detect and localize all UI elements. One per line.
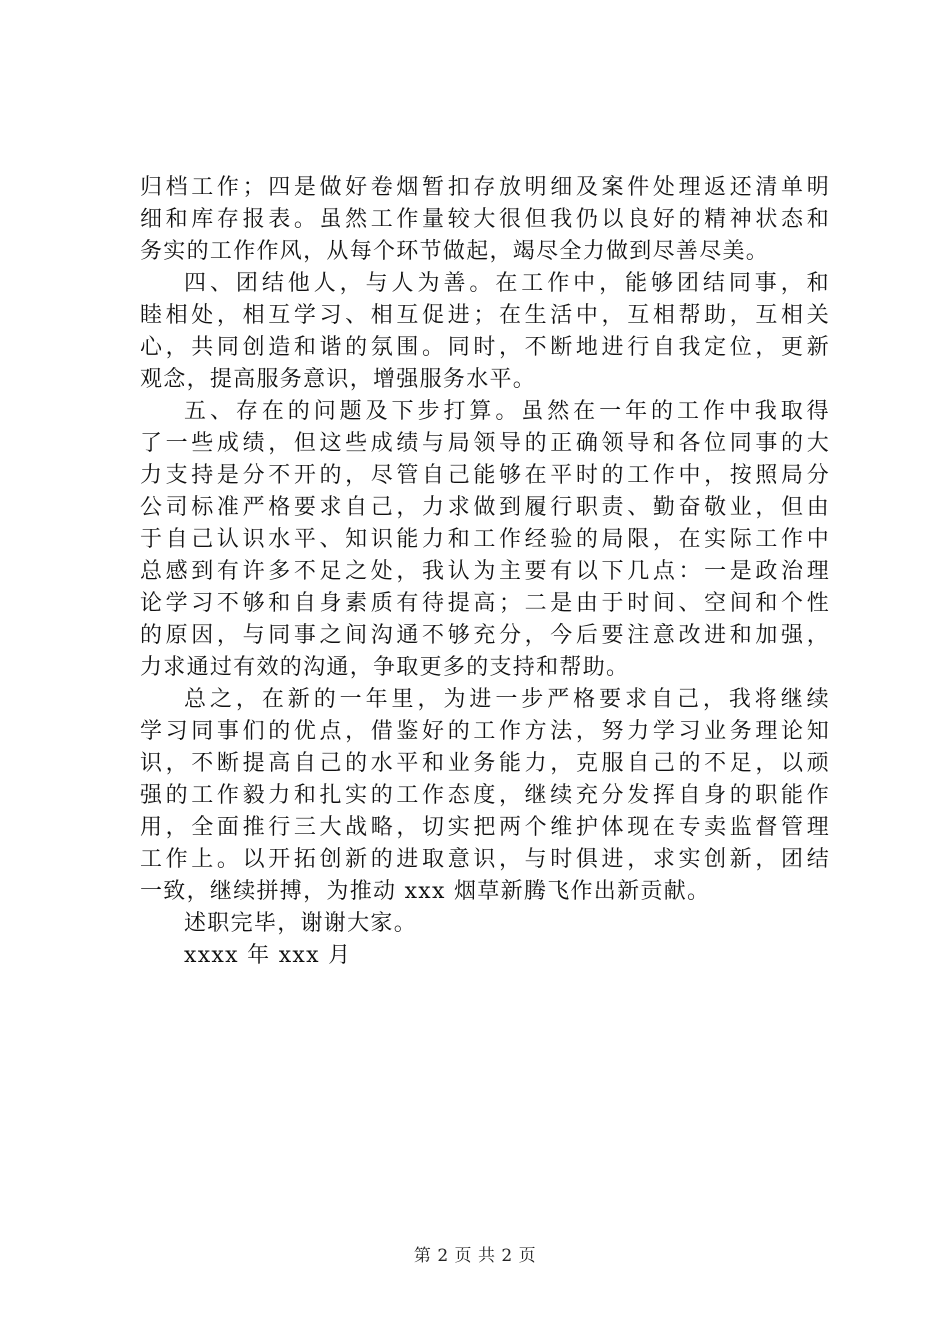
paragraph-line: 工作上。以开拓创新的进取意识，与时俱进，求实创新，团结	[140, 847, 830, 872]
paragraph-line: 心，共同创造和谐的氛围。同时，不断地进行自我定位，更新	[140, 335, 830, 360]
paragraph-line: 细和库存报表。虽然工作量较大很但我仍以良好的精神状态和	[140, 207, 830, 232]
paragraph-line: 睦相处，相互学习、相互促进；在生活中，互相帮助，互相关	[140, 303, 830, 328]
paragraph-line: 观念，提高服务意识，增强服务水平。	[140, 367, 537, 392]
paragraph-line: 力求通过有效的沟通，争取更多的支持和帮助。	[140, 655, 630, 680]
closing-remark: 述职完毕，谢谢大家。	[184, 911, 418, 936]
paragraph-line: 论学习不够和自身素质有待提高；二是由于时间、空间和个性	[140, 591, 830, 616]
paragraph-line: 用，全面推行三大战略，切实把两个维护体现在专卖监督管理	[140, 815, 830, 840]
paragraph-line: 五、存在的问题及下步打算。虽然在一年的工作中我取得	[184, 399, 830, 424]
paragraph-line: 公司标准严格要求自己，力求做到履行职责、勤奋敬业，但由	[140, 495, 830, 520]
document-body	[140, 172, 830, 972]
paragraph-line: 于自己认识水平、知识能力和工作经验的局限，在实际工作中	[140, 527, 830, 552]
paragraph-line: 总之，在新的一年里，为进一步严格要求自己，我将继续	[184, 687, 830, 712]
date-line: xxxx 年 xxx 月	[184, 943, 352, 968]
paragraph-line: 归档工作；四是做好卷烟暂扣存放明细及案件处理返还清单明	[140, 175, 830, 200]
paragraph-line: 务实的工作作风，从每个环节做起，竭尽全力做到尽善尽美。	[140, 239, 770, 264]
paragraph-line: 了一些成绩，但这些成绩与局领导的正确领导和各位同事的大	[140, 431, 830, 456]
paragraph-line: 的原因，与同事之间沟通不够充分，今后要注意改进和加强，	[140, 623, 830, 648]
paragraph-line: 一致，继续拼搏，为推动 xxx 烟草新腾飞作出新贡献。	[140, 879, 711, 904]
paragraph-line: 强的工作毅力和扎实的工作态度，继续充分发挥自身的职能作	[140, 783, 830, 808]
paragraph-line: 力支持是分不开的，尽管自己能够在平时的工作中，按照局分	[140, 463, 830, 488]
paragraph-line: 总感到有许多不足之处，我认为主要有以下几点：一是政治理	[140, 559, 830, 584]
paragraph-line: 识，不断提高自己的水平和业务能力，克服自己的不足，以顽	[140, 751, 830, 776]
page-number-footer: 第 2 页 共 2 页	[413, 1246, 537, 1266]
paragraph-line: 学习同事们的优点，借鉴好的工作方法，努力学习业务理论知	[140, 719, 830, 744]
paragraph-line: 四、团结他人，与人为善。在工作中，能够团结同事，和	[184, 271, 830, 296]
